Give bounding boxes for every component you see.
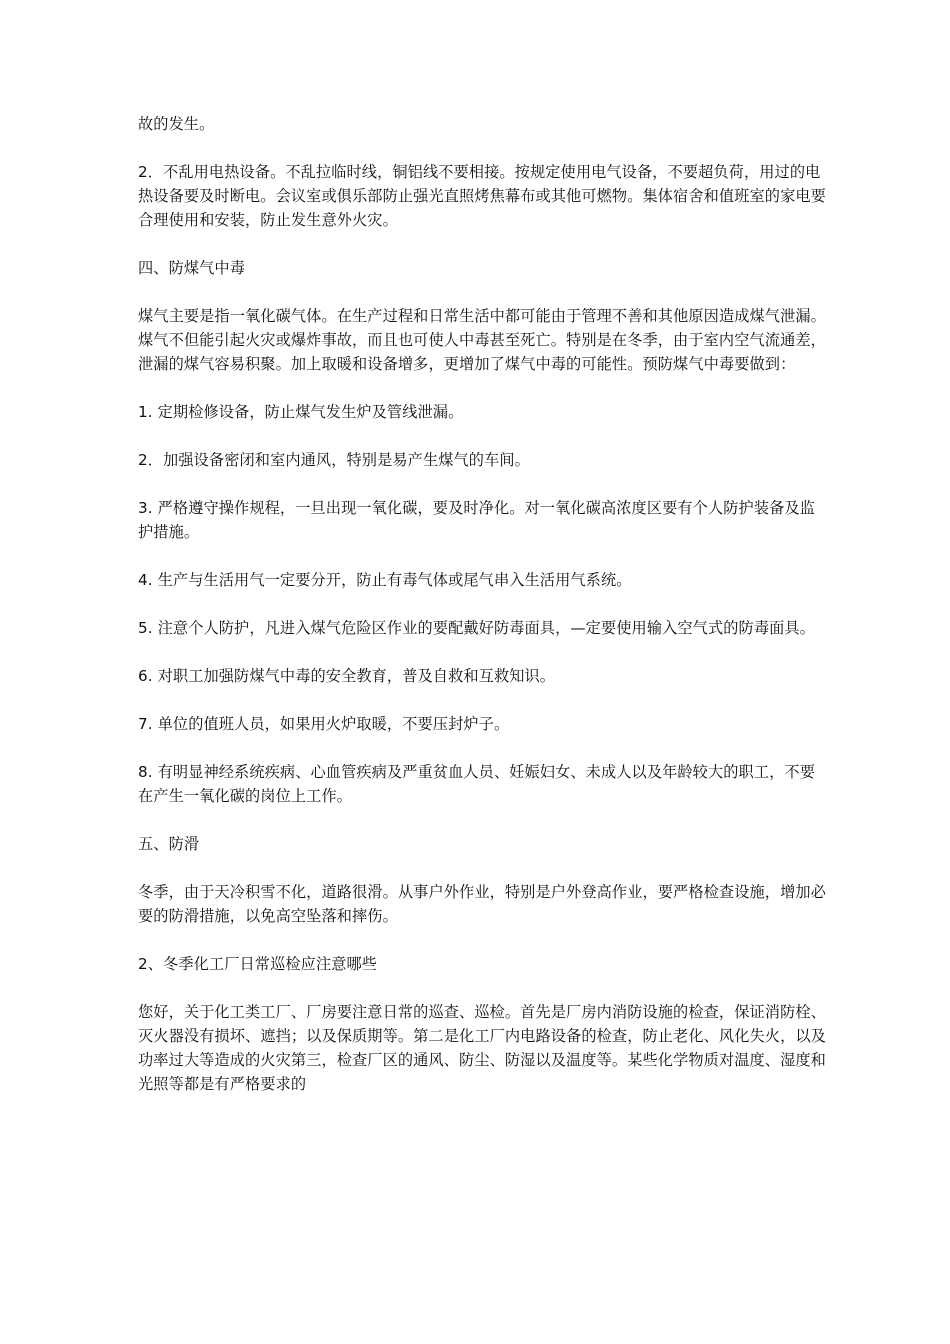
section-heading-anti-slip: 五、防滑 <box>138 835 200 853</box>
list-item-3: 3. 严格遵守操作规程，一旦出现一氧化碳，要及时净化。对一氧化碳高浓度区要有个人防护装备及监护措施。 <box>138 499 815 541</box>
question-heading-inspection: 2、冬季化工厂日常巡检应注意哪些 <box>138 955 378 973</box>
paragraph-gas-intro: 煤气主要是指一氧化碳气体。在生产过程和日常生活中都可能由于管理不善和其他原因造成煤气泄漏。煤气不但能引起火灾或爆炸事故，而且也可使人中毒甚至死亡。特别是在冬季，由于室内空气流通差，泄漏的煤气容易积聚。加上取暖和设备增多，更增加了煤气中毒的可能性。预防煤气中毒要做到： <box>138 307 826 373</box>
list-item-2: 2．加强设备密闭和室内通风，特别是易产生煤气的车间。 <box>138 451 530 469</box>
list-item-1: 1. 定期检修设备，防止煤气发生炉及管线泄漏。 <box>138 403 464 421</box>
section-heading-gas-poisoning: 四、防煤气中毒 <box>138 259 246 277</box>
list-item-7: 7. 单位的值班人员，如果用火炉取暖，不要压封炉子。 <box>138 715 510 733</box>
list-item-8: 8. 有明显神经系统疾病、心血管疾病及严重贫血人员、妊娠妇女、未成人以及年龄较大的职工，不要在产生一氧化碳的岗位上工作。 <box>138 763 815 805</box>
list-item-5: 5. 注意个人防护，凡进入煤气危险区作业的要配戴好防毒面具，—定要使用输入空气式的防毒面具。 <box>138 619 815 637</box>
paragraph-electric-heating: 2．不乱用电热设备。不乱拉临时线，铜铝线不要相接。按规定使用电气设备，不要超负荷，用过的电热设备要及时断电。会议室或俱乐部防止强光直照烤焦幕布或其他可燃物。集体宿舍和值班室的家电要合理使用和安装，防止发生意外火灾。 <box>138 163 826 229</box>
paragraph-continuation: 故的发生。 <box>138 115 215 133</box>
list-item-6: 6. 对职工加强防煤气中毒的安全教育，普及自救和互救知识。 <box>138 667 556 685</box>
document-page <box>138 112 828 1120</box>
paragraph-inspection-answer: 您好，关于化工类工厂、厂房要注意日常的巡查、巡检。首先是厂房内消防设施的检查，保证消防栓、灭火器没有损坏、遮挡；以及保质期等。第二是化工厂内电路设备的检查，防止老化、风化失火，以及功率过大等造成的火灾第三，检查厂区的通风、防尘、防湿以及温度等。某些化学物质对温度、湿度和光照等都是有严格要求的 <box>138 1003 826 1093</box>
list-item-4: 4. 生产与生活用气一定要分开，防止有毒气体或尾气串入生活用气系统。 <box>138 571 632 589</box>
paragraph-anti-slip: 冬季，由于天冷积雪不化，道路很滑。从事户外作业，特别是户外登高作业，要严格检查设施，增加必要的防滑措施，以免高空坠落和摔伤。 <box>138 883 826 925</box>
